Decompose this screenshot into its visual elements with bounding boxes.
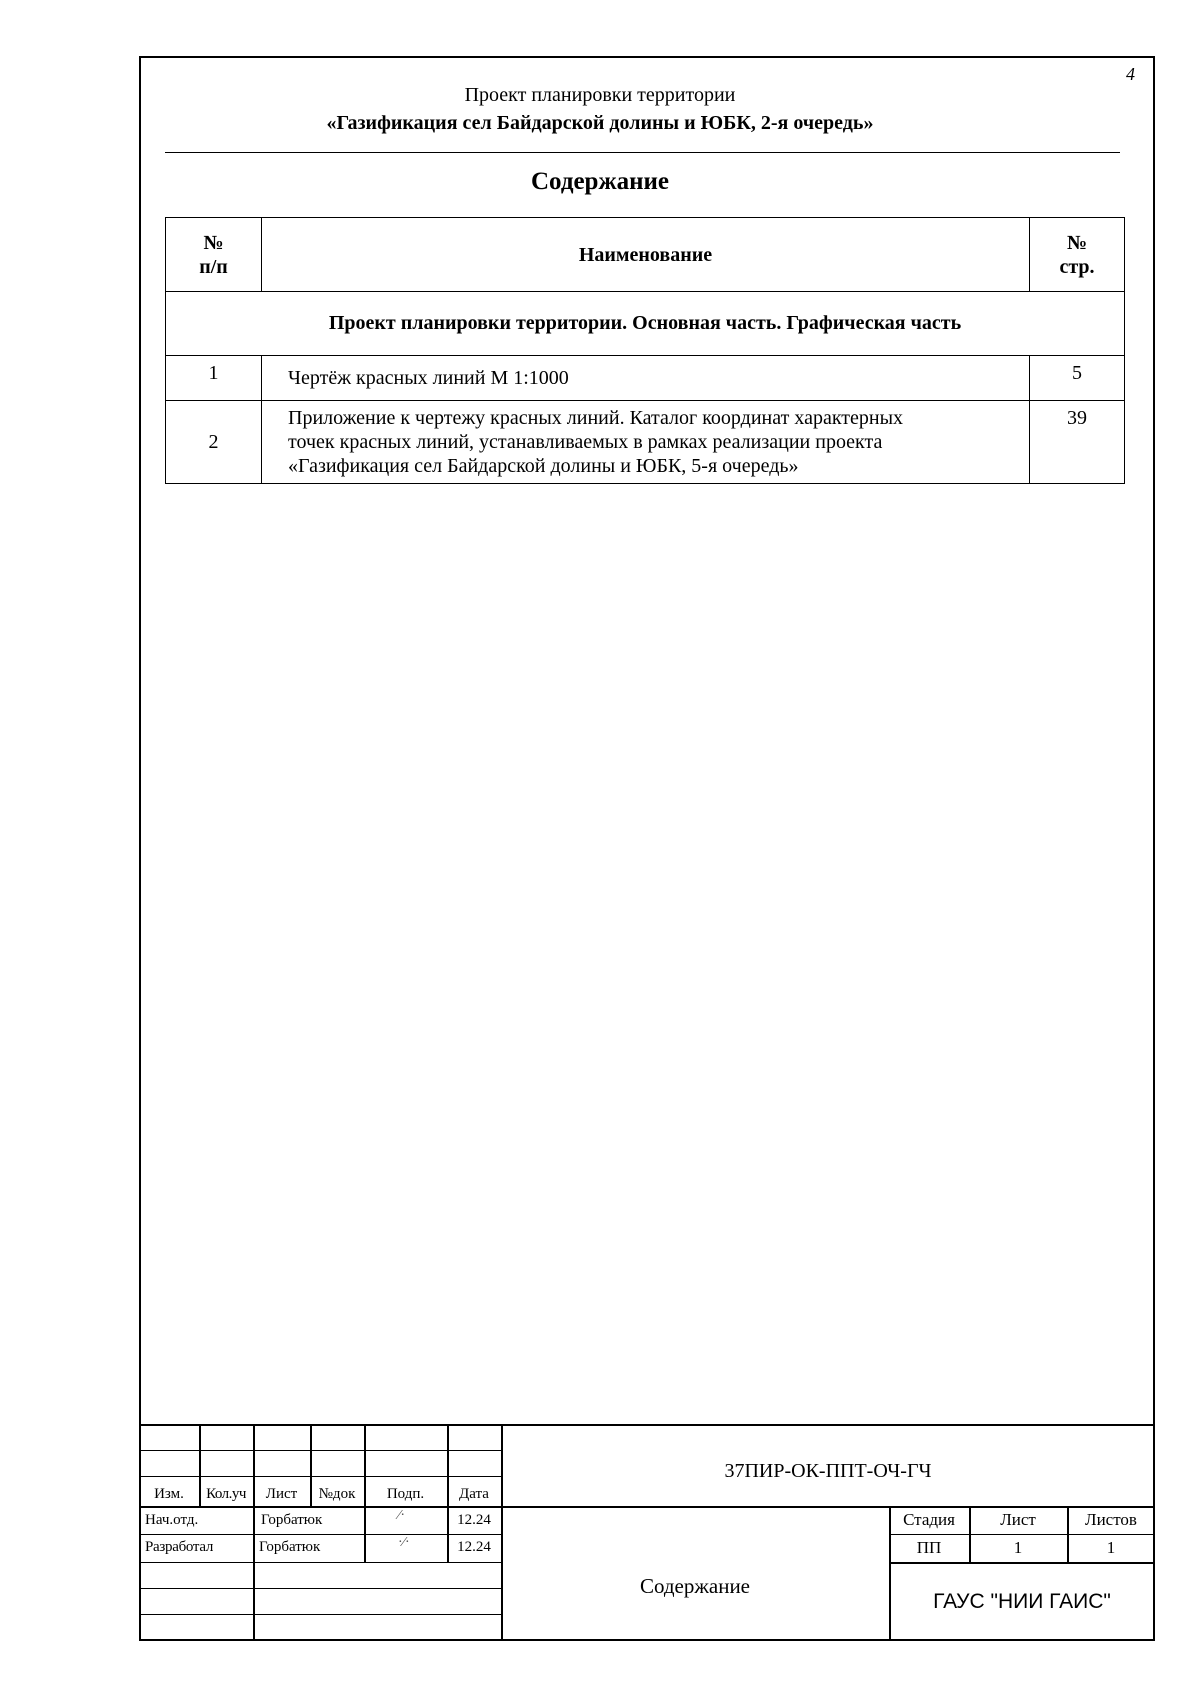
col-header-name: Наименование xyxy=(262,218,1030,292)
contents-section-row xyxy=(166,292,1125,356)
sheets-label: Листов xyxy=(1085,1510,1137,1529)
col-header-page: № стр. xyxy=(1030,218,1125,292)
stamp-header: Кол.уч xyxy=(206,1486,246,1502)
stamp-header: Подп. xyxy=(386,1486,425,1502)
header-rule xyxy=(165,152,1120,153)
stamp-role: Нач.отд. xyxy=(145,1512,199,1528)
sheet-value: 1 xyxy=(1013,1538,1023,1557)
section-title: Проект планировки территории. Основная часть. Графическая часть xyxy=(166,292,1125,356)
stamp-header: №док xyxy=(318,1486,356,1502)
col-header-number: № п/п xyxy=(166,218,262,292)
stamp-header: Дата xyxy=(459,1486,489,1502)
row-name: Приложение к чертежу красных линий. Каталог координат характерных точек красных линий, устанавливаемых в рамках реализации проекта «Газификация сел Байдарской долины и ЮБК, 5-я очередь» xyxy=(262,401,1030,484)
table-row xyxy=(166,356,1125,401)
header-line-2: «Газификация сел Байдарской долины и ЮБК, 2-я очередь» xyxy=(326,112,874,134)
stamp-header: Изм. xyxy=(154,1486,184,1502)
page-number: 4 xyxy=(1126,64,1135,84)
row-number: 1 xyxy=(166,356,262,401)
page-title: Содержание xyxy=(530,168,669,195)
table-row xyxy=(166,401,1125,484)
header-line-1: Проект планировки территории xyxy=(464,84,736,106)
document-code: 37ПИР-ОК-ППТ-ОЧ-ГЧ xyxy=(724,1460,932,1482)
sheets-value: 1 xyxy=(1106,1538,1116,1557)
signature-mark: ·⁄· xyxy=(398,1535,410,1550)
stamp-date: 12.24 xyxy=(457,1539,491,1555)
row-page: 5 xyxy=(1030,356,1125,401)
contents-header-row xyxy=(166,218,1125,292)
sheet-label: Лист xyxy=(1000,1510,1036,1529)
stage-value: ПП xyxy=(916,1538,942,1557)
stamp-date: 12.24 xyxy=(457,1512,491,1528)
stamp-role: Разработал xyxy=(145,1539,214,1555)
stamp-header: Лист xyxy=(265,1486,298,1502)
stage-label: Стадия xyxy=(903,1510,955,1529)
organization-name: ГАУС "НИИ ГАИС" xyxy=(933,1590,1111,1613)
stamp-name: Горбатюк xyxy=(259,1539,321,1555)
row-page: 39 xyxy=(1030,401,1125,484)
stamp-name: Горбатюк xyxy=(261,1512,323,1528)
row-number: 2 xyxy=(166,401,262,484)
contents-table xyxy=(165,217,1125,484)
row-name: Чертёж красных линий М 1:1000 xyxy=(262,356,1030,401)
signature-mark: ⁄· xyxy=(398,1508,405,1523)
stamp-doc-title: Содержание xyxy=(639,1574,751,1598)
